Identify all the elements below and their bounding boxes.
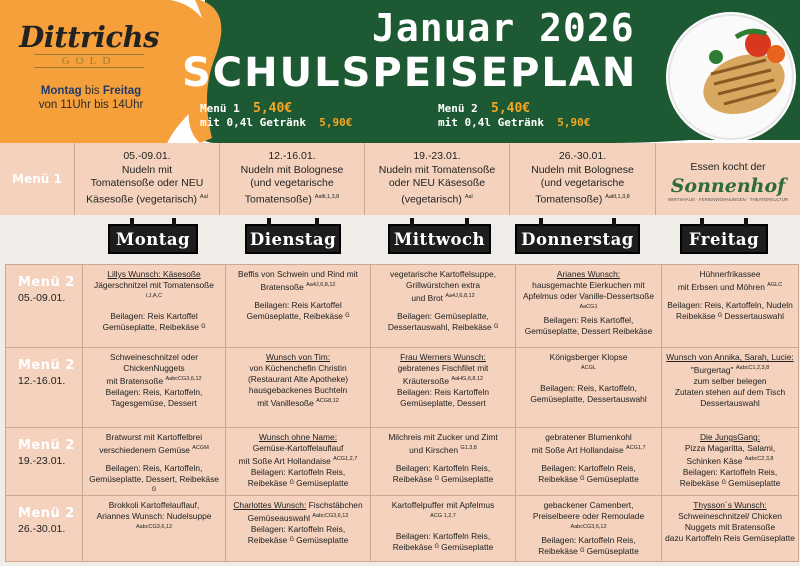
- allergen-codes: ACGL: [581, 365, 596, 371]
- wish-label: Wunsch von Annika, Sarah, Lucie:: [666, 352, 794, 362]
- allergen-codes: AaHG,6,8,12: [451, 376, 484, 382]
- day-label: Freitag: [688, 229, 760, 249]
- dish-line: mit Erbsen und Möhren: [677, 281, 765, 292]
- menu1-dish-line: (und vegetarische: [250, 177, 334, 189]
- day-board-mittwoch: [388, 224, 491, 254]
- dish-line: mit Vanillesoße: [257, 397, 314, 408]
- dish-line: Kartoffelpuffer mit Apfelmus: [391, 500, 495, 510]
- sides-line: Reibekäse ᴳ Dessertauswahl: [676, 310, 784, 321]
- allergen-codes: AGLC: [767, 282, 783, 288]
- menu1-dish-line: (vegetarisch): [401, 193, 462, 205]
- sides-line: dazu Kartoffeln Reis Gemüseplatte: [665, 533, 795, 543]
- menu2-cell: [225, 348, 370, 427]
- menu2-cell: [515, 348, 661, 427]
- row-label: [6, 496, 82, 561]
- menu2-cell: [661, 496, 798, 561]
- sides-line: Gemüseplatte, Reibekäse ᴳ: [246, 310, 350, 321]
- menu2-cell: [370, 265, 515, 347]
- dish-line: vegetarische Kartoffelsuppe,: [390, 269, 496, 279]
- menu2-cell: [370, 348, 515, 427]
- allergen-codes: AabcCG3,6,12: [135, 524, 173, 530]
- sonnenhof-tagline: WIRTSHAUS · FERIENWOHNUNGEN · THEATERKULTUR: [667, 196, 789, 202]
- menu1-week-dates: 19.-23.01.: [413, 150, 461, 162]
- menu1-dish-line: Käsesoße (vegetarisch): [86, 193, 197, 205]
- day-board-dienstag: [245, 224, 341, 254]
- menu2-row: [6, 347, 798, 427]
- day-board-montag: [108, 224, 198, 254]
- sides-line: Reibekäse ᴳ Gemüseplatte: [247, 534, 349, 545]
- row-label: [6, 265, 82, 347]
- dish-line: Bratensoße: [260, 281, 304, 292]
- allergen-codes: ACGM: [192, 445, 209, 451]
- brand-name: Dittrichs: [19, 20, 159, 54]
- menu1-week-dates: 05.-09.01.: [123, 150, 171, 162]
- sides-line: Reibekäse ᴳ Gemüseplatte: [538, 545, 639, 556]
- dish-line: Fischstäbchen: [308, 500, 363, 510]
- menu2-table: [5, 264, 799, 562]
- dish-line: von Küchenchefin Christin: [249, 363, 347, 373]
- dish-line: Brokkoli Kartoffelauflauf,: [108, 500, 200, 510]
- month-title: Januar 2026: [372, 6, 635, 50]
- day-label: Dienstag: [249, 229, 337, 249]
- dish-line: Beffis von Schwein und Rind mit: [238, 269, 358, 279]
- menu1-drink-label: mit 0,4l Getränk: [200, 116, 306, 129]
- wish-label: Thysson´s Wunsch:: [693, 500, 767, 510]
- sides-line: Beilagen: Kartoffeln Reis,: [250, 523, 346, 534]
- hours-time: von 11Uhr bis 14Uhr: [38, 99, 144, 111]
- row-dates: 12.-16.01.: [18, 375, 66, 387]
- dish-line: zum selber belegen: [693, 375, 767, 386]
- allergen-codes: AabcCG3,6,12: [570, 524, 607, 530]
- dish-line: Grillwürstchen extra: [405, 280, 480, 290]
- dish-line: Gemüseauswahl: [247, 512, 310, 523]
- day-label: Montag: [115, 229, 191, 249]
- menu1-dish-line: oder NEU Käsesoße: [388, 177, 486, 189]
- dish-line: Königsberger Klopse: [549, 352, 628, 362]
- row-dates: 26.-30.01.: [18, 523, 66, 535]
- allergen-codes: AabcC1,2,3,8: [735, 365, 770, 371]
- menu1-dish-line: Tomatensoße oder NEU: [90, 177, 204, 189]
- wish-label: Arianes Wunsch:: [556, 269, 621, 279]
- allergen-codes: Aa4J,6,8,12: [445, 293, 475, 299]
- row-label: [6, 348, 82, 427]
- dish-line: gebratener Blumenkohl: [545, 432, 632, 442]
- menu2-row: [6, 265, 798, 347]
- row-dates: 19.-23.01.: [18, 455, 66, 467]
- dish-line: Kräutersoße: [402, 375, 449, 386]
- menu2-cell: [82, 348, 225, 427]
- menu2-cell: [225, 265, 370, 347]
- menu2-price-label: Menü 2: [438, 102, 478, 115]
- menu1-week-3: [364, 143, 509, 215]
- menu2-label: Menü 2: [18, 438, 75, 453]
- page-title: SCHULSPEISEPLAN: [182, 50, 638, 96]
- menu2-cell: [82, 496, 225, 561]
- sides-line: Gemüseplatte, Dessert Reibekäse: [524, 325, 653, 336]
- dish-line: mit Soße Art Hollandaise: [238, 455, 331, 466]
- menu2-label: Menü 2: [18, 506, 75, 521]
- menu1-week-4: [509, 143, 655, 215]
- menu1-dish-line: Tomatensoße): [535, 193, 603, 205]
- menu2-cell: [515, 496, 661, 561]
- opening-hours: [12, 84, 170, 112]
- row-label: [6, 428, 82, 495]
- row-dates: 05.-09.01.: [18, 292, 66, 304]
- menu1-dish-line: Nudeln mit Bolognese: [531, 163, 634, 176]
- menu1-dish-line: (und vegetarische: [540, 177, 625, 189]
- menu2-price: [438, 102, 590, 130]
- dish-line: und Brot: [411, 292, 443, 303]
- allergen-codes: Aal: [464, 193, 473, 200]
- hours-bis: bis: [84, 85, 100, 97]
- menu2-cell: [661, 428, 798, 495]
- dish-line: Schweineschnitzel oder: [110, 352, 198, 362]
- menu1-price-value: 5,40€: [253, 101, 293, 116]
- menu1-dish-line: Nudeln mit Tomatensoße: [378, 163, 496, 176]
- allergen-codes: ACG8,12: [316, 398, 339, 404]
- dish-line: mit Soße Art Hollandaise: [531, 444, 624, 455]
- dish-line: Zutaten stehen auf dem Tisch: [674, 386, 786, 397]
- menu1-week-dates: 12.-16.01.: [268, 150, 316, 162]
- menu1-dish-line: Tomatensoße): [244, 193, 312, 205]
- sides-line: Beilagen: Reis, Kartoffeln,: [105, 462, 203, 473]
- dish-line: Hühnerfrikassee: [699, 269, 761, 279]
- dish-line: "Burgertag": [690, 364, 734, 375]
- dish-line: Bratwurst mit Kartoffelbrei: [105, 432, 203, 442]
- day-label: Donnerstag: [521, 229, 634, 249]
- dish-line: ChickenNuggets: [123, 363, 185, 373]
- menu2-cell: [225, 496, 370, 561]
- dish-line: Dessertauswahl: [700, 397, 760, 408]
- sonnenhof-logo: Sonnenhof: [670, 174, 786, 197]
- sides-line: Dessertauswahl, Reibekäse ᴳ: [387, 321, 499, 332]
- dish-line: Schweineschnitzel/ Chicken: [678, 511, 782, 521]
- day-board-freitag: [680, 224, 768, 254]
- sides-line: Gemüseplatte, Dessert: [400, 397, 486, 408]
- menu1-row: [0, 143, 800, 215]
- sides-line: Beilagen: Kartoffeln Reis,: [682, 466, 778, 477]
- allergen-codes: G1,3,8: [460, 445, 477, 451]
- sides-line: Beilagen: Reis, Kartoffeln,: [105, 386, 203, 397]
- menu1-week-dates: 26.-30.01.: [558, 150, 607, 162]
- allergen-codes: ACG1,2,7: [333, 456, 358, 462]
- menu2-label: Menü 2: [18, 275, 75, 290]
- sides-line: Reibekäse ᴳ Gemüseplatte: [392, 541, 494, 552]
- dish-line: Ariannes Wunsch: Nudelsuppe: [96, 511, 212, 521]
- sides-line: Tagesgemüse, Dessert: [111, 397, 197, 408]
- sides-line: Beilagen: Reis Kartoffeln: [396, 386, 490, 397]
- allergen-codes: AabcCG3,6,12: [165, 376, 202, 382]
- sides-line: Reibekäse ᴳ Gemüseplatte: [392, 473, 494, 484]
- dish-line: Milchreis mit Zucker und Zimt: [388, 432, 498, 442]
- day-label: Mittwoch: [393, 229, 486, 249]
- dish-line: Nuggets mit Bratensoße: [684, 522, 776, 532]
- sides-line: Beilagen: Reis Kartoffel,: [543, 314, 634, 325]
- wish-label: Frau Werners Wunsch:: [400, 352, 486, 362]
- menu2-cell: [370, 428, 515, 495]
- dish-line: hausgemachte Eierkuchen mit: [532, 280, 645, 290]
- dish-line: und Kirschen: [409, 444, 459, 455]
- header: [0, 0, 800, 143]
- sides-line: Beilagen: Kartoffeln Reis,: [541, 462, 636, 473]
- sides-line: Gemüseplatte, Reibekäse ᴳ: [102, 321, 206, 332]
- sides-line: Reibekäse ᴳ Gemüseplatte: [538, 473, 639, 484]
- menu1-row-label: Menü 1: [12, 172, 62, 186]
- menu1-price-label: Menü 1: [200, 102, 240, 115]
- menu2-drink-price: 5,90€: [557, 116, 591, 129]
- day-board-donnerstag: [515, 224, 640, 254]
- dish-line: Apfelmus oder Vanille-Dessertsoße: [522, 291, 655, 301]
- dish-line: (Restaurant Alte Apotheke): [247, 374, 349, 384]
- sides-line: Beilagen: Kartoffeln Reis,: [541, 534, 636, 545]
- menu2-row: [6, 427, 798, 495]
- menu2-cell: [225, 428, 370, 495]
- menu1-week-2: [219, 143, 364, 215]
- dish-line: gebackener Camenbert,: [543, 500, 634, 510]
- menu2-label: Menü 2: [18, 358, 75, 373]
- menu1-dish-line: Nudeln mit Bolognese: [240, 163, 344, 176]
- menu2-row: [6, 495, 798, 561]
- dish-line: mit Bratensoße: [106, 375, 164, 386]
- food-photo: [666, 12, 796, 142]
- allergen-codes: ACG1,7: [625, 445, 646, 451]
- menu2-cell: [661, 265, 798, 347]
- dish-line: hausgebackenes Buchteln: [248, 385, 348, 395]
- hours-day-to: Freitag: [102, 85, 142, 97]
- menu1-price: [200, 102, 352, 130]
- sides-line: Beilagen: Reis, Kartoffeln, Nudeln: [667, 299, 793, 310]
- brand-sub: GOLD: [34, 54, 144, 68]
- cook-info: [655, 143, 800, 215]
- cook-line: Essen kocht der: [690, 161, 766, 173]
- allergen-codes: l,J,A,C: [145, 293, 163, 299]
- menu1-week-1: [74, 143, 219, 215]
- menu1-drink-price: 5,90€: [319, 116, 353, 129]
- allergen-codes: AaCG1: [579, 304, 598, 310]
- menu1-dish-line: Nudeln mit: [121, 163, 173, 176]
- allergen-codes: Aal: [199, 193, 208, 200]
- menu2-cell: [661, 348, 798, 427]
- sides-line: Reibekäse ᴳ Gemüseplatte: [247, 477, 349, 488]
- allergen-codes: Aaltl,1,3,8: [605, 193, 630, 200]
- sides-line: Reibekäse ᴳ Gemüseplatte: [679, 477, 781, 488]
- sides-line: Beilagen: Gemüseplatte,: [397, 310, 489, 321]
- allergen-codes: Aa4J,6,8,12: [306, 282, 336, 288]
- allergen-codes: AabcC2,3,8: [744, 456, 774, 462]
- dish-line: Jägerschnitzel mit Tomatensoße: [94, 280, 214, 290]
- wish-label: Wunsch von Tim:: [265, 352, 331, 362]
- dish-line: verschiedenem Gemüse: [99, 444, 190, 455]
- sides-line: Beilagen: Reis Kartoffel: [254, 299, 342, 310]
- menu2-cell: [82, 265, 225, 347]
- sides-line: Beilagen: Kartoffeln Reis,: [395, 462, 491, 473]
- wish-label: Die JungsGang:: [699, 432, 761, 442]
- wish-label: Lillys Wunsch: Käsesoße: [107, 269, 201, 279]
- sides-line: Beilagen: Reis, Kartoffeln,: [540, 382, 637, 393]
- sides-line: Gemüseplatte, Dessert, Reibekäse ᴳ: [89, 473, 219, 495]
- wish-label: Charlottes Wunsch:: [233, 500, 307, 510]
- hours-day-from: Montag: [40, 85, 82, 97]
- menu2-cell: [82, 428, 225, 495]
- menu2-cell: [370, 496, 515, 561]
- dish-line: gebratenes Fischfilet mit: [397, 363, 489, 373]
- sides-line: Gemüseplatte, Dessertauswahl: [530, 393, 647, 404]
- menu2-drink-label: mit 0,4l Getränk: [438, 116, 544, 129]
- dittrichs-logo: [18, 22, 160, 68]
- menu2-cell: [515, 428, 661, 495]
- dish-line: Preiselbeere oder Remoulade: [532, 511, 645, 521]
- day-header-row: [0, 215, 800, 263]
- menu2-cell: [515, 265, 661, 347]
- dish-line: Schinken Käse: [686, 455, 743, 466]
- dish-line: Pizza Magaritta, Salami,: [684, 443, 776, 453]
- wish-label: Wunsch ohne Name:: [258, 432, 338, 442]
- allergen-codes: Aaltl,1,3,8: [314, 193, 340, 200]
- sides-line: Beilagen: Kartoffeln Reis,: [395, 530, 491, 541]
- menu2-price-value: 5,40€: [491, 101, 531, 116]
- sides-line: Beilagen: Reis Kartoffel: [110, 310, 198, 321]
- sides-line: Beilagen: Kartoffeln Reis,: [250, 466, 346, 477]
- allergen-codes: ACG 1,2,7: [430, 513, 456, 519]
- allergen-codes: AabcCG3,6,12: [312, 513, 349, 519]
- dish-line: Gemüse-Kartoffelauflauf: [252, 443, 344, 453]
